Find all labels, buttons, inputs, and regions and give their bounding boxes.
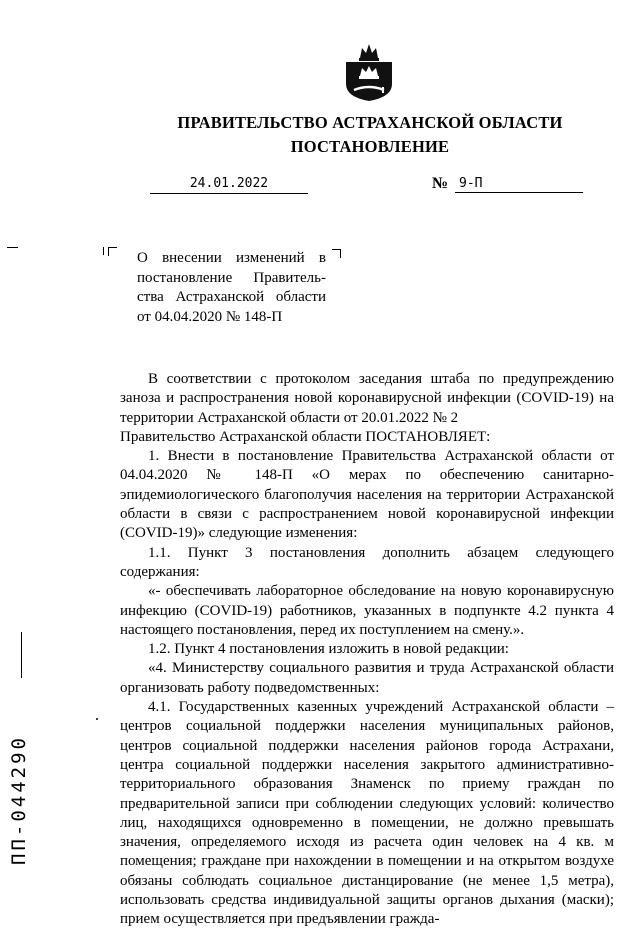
document-number: 9-П [455, 174, 583, 193]
body-paragraph: 1. Внести в постановление Правительства Астраханской области от 04.04.2020 № 148-П «О мерах по обеспечению санитарно-эпидемиологического благополучия населения на территории Астраханской области в связи с распространением новой коронавирусной инфекции (COVID-19)» следующие изменения: [120, 448, 614, 542]
subject-corner-mark [108, 247, 117, 256]
side-serial-text: ПП-044290 [8, 735, 30, 865]
subject-line: постановление Правитель- [137, 269, 326, 286]
document-subject [137, 249, 326, 327]
subject-corner-mark [332, 249, 341, 258]
body-paragraph: Правительство Астраханской области ПОСТАНОВЛЯЕТ: [120, 428, 491, 445]
side-serial-number [4, 735, 34, 865]
subject-line: от 04.04.2020 № 148-П [137, 308, 283, 325]
body-paragraph: 4.1. Государственных казенных учреждений Астраханской области – центров социальной поддержки населения муниципальных районов, центров социальной поддержки населения районов города Астрахани, центра социальной поддержки населения закрытого административно-территориального образования Знаменск по приему граждан по предварительной записи при соблюдении следующих условий: количество лиц, находящихся одновременно в помещении, не должно превышать значения, определяемого исходя из расчета один человек на 4 кв. м помещения; граждане при нахождении в помещении и на открытом воздухе обязаны соблюдать социальное дистанцирование (не менее 1,5 метра), использовать средства индивидуальной защиты органов дыхания (маски); прием осуществляется при предъявлении гражда- [120, 699, 614, 928]
document-date: 24.01.2022 [150, 174, 308, 194]
document-body [120, 370, 614, 930]
government-heading: ПРАВИТЕЛЬСТВО АСТРАХАНСКОЙ ОБЛАСТИ [177, 113, 563, 132]
body-paragraph: «4. Министерству социального развития и труда Астраханской области организовать работу подведомственных: [120, 660, 614, 696]
subject-corner-mark [103, 247, 105, 255]
document-type-heading: ПОСТАНОВЛЕНИЕ [290, 137, 450, 156]
body-paragraph: В соответствии с протоколом заседания штаба по предупреждению заноза и распространения новой коронавирусной инфекции (COVID-19) на территории Астраханской области от 20.01.2022 № 2 [120, 371, 614, 426]
body-paragraph: 1.1. Пункт 3 постановления дополнить абзацем следующего содержания: [120, 544, 614, 580]
subject-line: О внесении изменений в [137, 250, 326, 266]
scan-dot [96, 718, 98, 720]
subject-line: ства Астраханской области [137, 289, 326, 305]
number-label: № [432, 175, 449, 192]
margin-mark [21, 632, 22, 678]
margin-mark [7, 247, 18, 248]
body-paragraph: 1.2. Пункт 4 постановления изложить в новой редакции: [148, 641, 509, 658]
body-paragraph: «- обеспечивать лабораторное обследование на новую коронавирусную инфекцию (COVID-19) работников, указанных в подпункте 4.2 пункта 4 настоящего постановления, перед их поступлением на смену.». [120, 583, 614, 638]
astrakhan-coat-of-arms-icon [340, 40, 398, 102]
